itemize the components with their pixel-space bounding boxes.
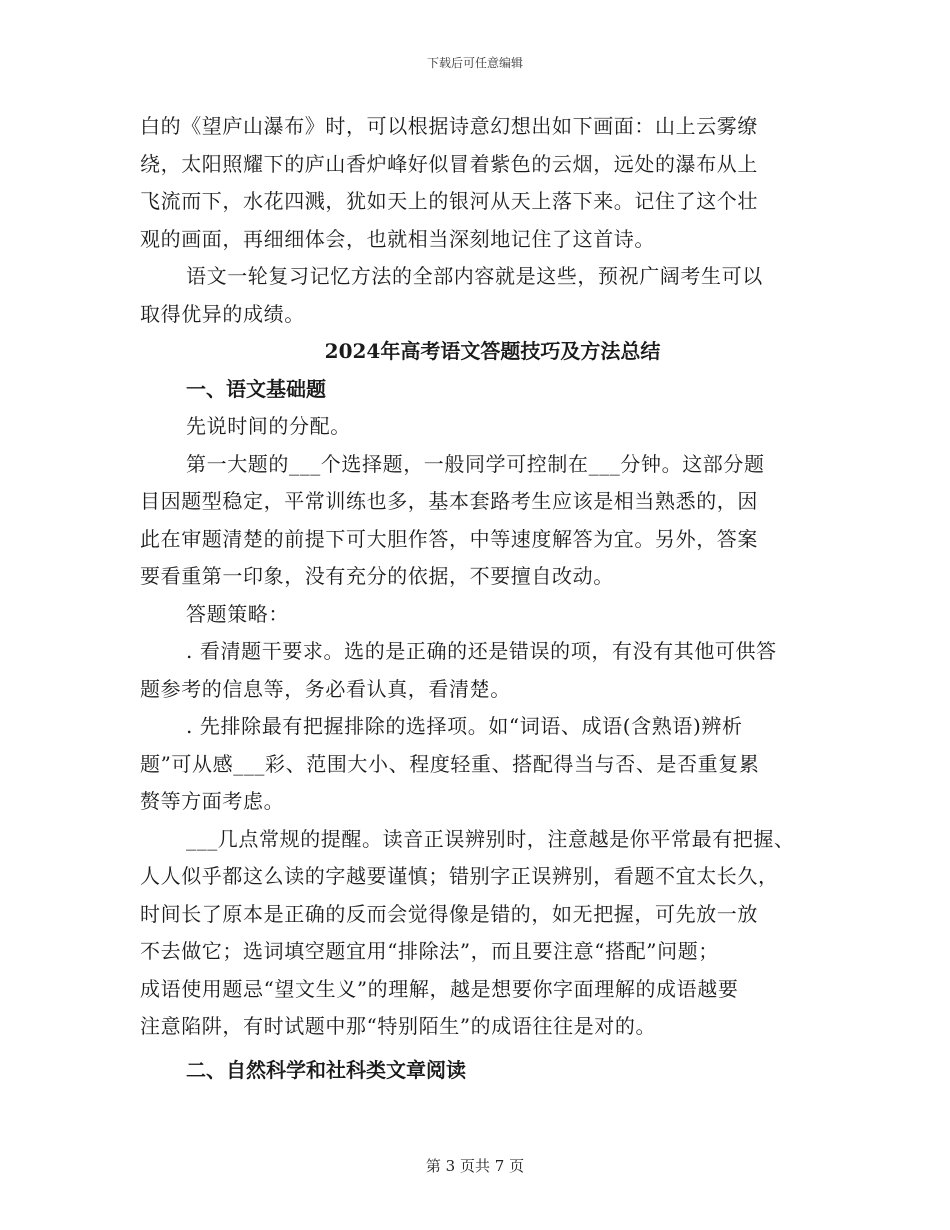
paragraph-strategy-label: 答题策略： [186, 601, 289, 626]
paragraph-poem-memory [140, 108, 815, 258]
text-line: 目因题型稳定，平常训练也多，基本套路考生应该是相当熟悉的，因 [140, 489, 758, 513]
text-line: 注意陷阱，有时试题中那“特别陌生”的成语往往是对的。 [140, 1014, 657, 1038]
text-line: . 看清题干要求。选的是正确的还是错误的项，有没有其他可供答 [186, 639, 777, 663]
text-line: 绕，太阳照耀下的庐山香炉峰好似冒着紫色的云烟，远处的瀑布从上 [140, 151, 758, 176]
text-line: 人人似乎都这么读的字越要谨慎；错别字正误辨别，看题不宜太长久， [140, 864, 779, 888]
text-line: . 先排除最有把握排除的选择项。如“词语、成语(含熟语)辨析 [186, 714, 743, 738]
text-line: 白的《望庐山瀑布》时，可以根据诗意幻想出如下画面：山上云雾缭 [140, 114, 758, 138]
text-line: 第一大题的___个选择题，一般同学可控制在___分钟。这部分题 [186, 451, 765, 476]
text-line: 题”可从感___彩、范围大小、程度轻重、搭配得当与否、是否重复累 [140, 751, 760, 776]
text-line: ___几点常规的提醒。读音正误辨别时，注意越是你平常最有把握、 [186, 826, 795, 851]
document-title: 2024年高考语文答题技巧及方法总结 [324, 339, 661, 363]
text-line: 语文一轮复习记忆方法的全部内容就是这些，预祝广阔考生可以 [186, 264, 763, 288]
paragraph-eliminate-options [140, 708, 815, 821]
text-line: 时间长了原本是正确的反而会觉得像是错的，如无把握，可先放一放 [140, 901, 758, 926]
paragraph-reminders [140, 821, 815, 1046]
text-line: 取得优异的成绩。 [140, 301, 305, 326]
text-line: 此在审题清楚的前提下可大胆作答，中等速度解答为宜。另外，答案 [140, 526, 758, 551]
header-note: 下载后可任意编辑 [426, 56, 523, 70]
paragraph-read-question [140, 633, 815, 708]
text-line: 题参考的信息等，务必看认真，看清楚。 [140, 676, 511, 701]
text-line: 赘等方面考虑。 [140, 789, 285, 813]
section-heading-basics: 一、语文基础题 [186, 376, 326, 401]
text-line: 要看重第一印象，没有充分的依据，不要擅自改动。 [140, 564, 614, 588]
paragraph-time-allocation: 先说时间的分配。 [186, 414, 351, 438]
document-body [140, 108, 815, 1089]
text-line: 观的画面，再细细体会，也就相当深刻地记住了这首诗。 [140, 226, 655, 251]
page-number: 第 3 页共 7 页 [425, 1157, 525, 1175]
paragraph-closing [140, 258, 815, 333]
text-line: 成语使用题忌“望文生义”的理解，越是想要你字面理解的成语越要 [140, 976, 739, 1001]
text-line: 飞流而下，水花四溅，犹如天上的银河从天上落下来。记住了这个壮 [140, 189, 758, 213]
text-line: 不去做它；选词填空题宜用“排除法”，而且要注意“搭配”问题； [140, 939, 719, 963]
section-heading-reading: 二、自然科学和社科类文章阅读 [186, 1057, 466, 1082]
paragraph-first-section [140, 446, 815, 596]
